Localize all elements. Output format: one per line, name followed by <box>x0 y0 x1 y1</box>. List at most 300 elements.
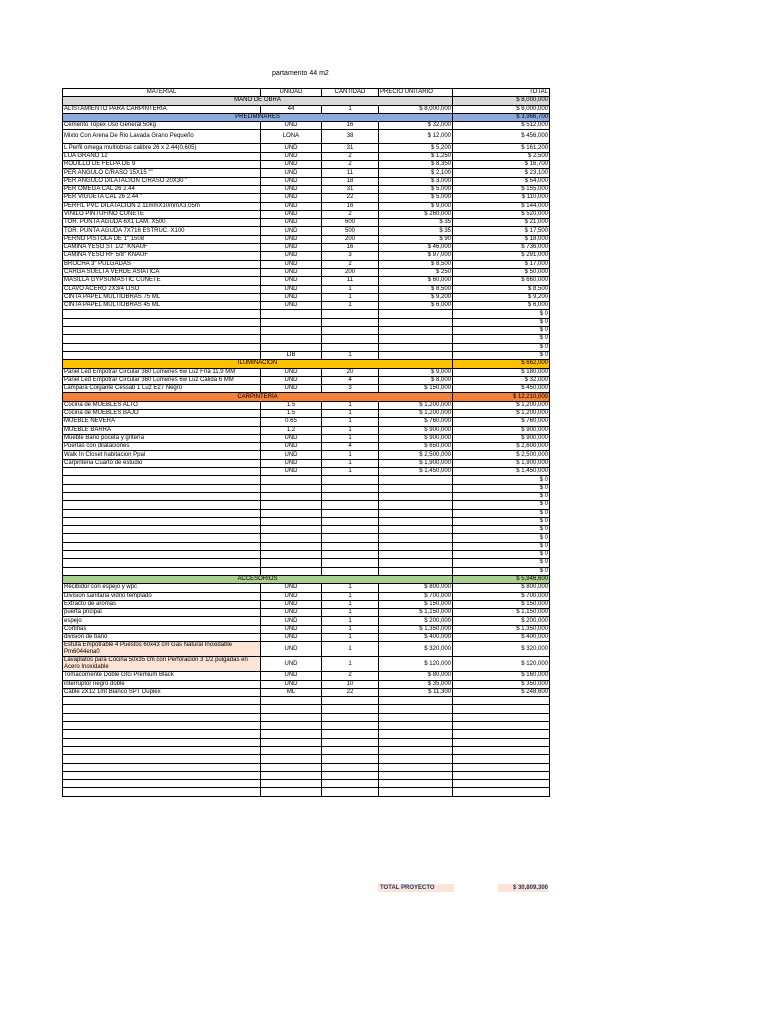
material-cell <box>63 327 261 335</box>
table-row <box>63 343 550 351</box>
table-row <box>63 584 550 592</box>
material-cell: Lavaplatos para Cocina 50x35 cm con Perforación 3 1/2 pulgadas en Acero Inoxidable <box>63 657 261 672</box>
unit-cell: UND <box>261 210 322 218</box>
total-cell: $ 456,000 <box>453 130 550 144</box>
table-row <box>63 755 550 763</box>
material-cell <box>63 763 261 771</box>
total-proyecto-label: TOTAL PROYECTO <box>378 884 454 892</box>
material-cell: Puertas con dilataciones <box>63 443 261 451</box>
total-cell: $ 16,700 <box>453 161 550 169</box>
table-row <box>63 697 550 705</box>
material-cell <box>63 697 261 705</box>
quantity-cell <box>322 310 379 318</box>
table-row <box>63 657 550 672</box>
quantity-cell: 20 <box>322 368 379 376</box>
material-cell: puerta pricipal <box>63 609 261 617</box>
quantity-cell: 1 <box>322 105 379 113</box>
quantity-cell <box>322 730 379 738</box>
unit-price-cell <box>379 763 453 771</box>
material-cell: Cable 2X12 1mt Blanco SPT Duplex <box>63 688 261 696</box>
quantity-cell: 16 <box>322 122 379 130</box>
unit-price-cell: $ 700,000 <box>379 592 453 600</box>
unit-price-cell: $ 9,000 <box>379 202 453 210</box>
unit-price-cell <box>379 746 453 754</box>
total-cell: $ 23,100 <box>453 169 550 177</box>
table-row <box>63 534 550 542</box>
table-row <box>63 771 550 779</box>
unit-price-cell: $ 8,350 <box>379 161 453 169</box>
material-cell: PER VIGUETA CAL 26 2.44 " <box>63 194 261 202</box>
unit-cell <box>261 476 322 484</box>
unit-price-cell: $ 5,000 <box>379 194 453 202</box>
unit-cell <box>261 697 322 705</box>
unit-cell <box>261 327 322 335</box>
total-cell: $ 400,000 <box>453 634 550 642</box>
material-cell: PER OMEGA CAL 26 2.44 <box>63 185 261 193</box>
material-cell: L Perfil omega multiobras calibre 26 x 2.44(0.605) <box>63 144 261 152</box>
section-total: $ 8,000,000 <box>453 97 550 105</box>
unit-price-cell: $ 1,200,000 <box>379 401 453 409</box>
total-cell <box>453 788 550 796</box>
total-cell: $ 144,000 <box>453 202 550 210</box>
quantity-cell: 1 <box>322 293 379 301</box>
material-cell: CLAVO ACERO 2X3/4 LISO <box>63 285 261 293</box>
total-cell: $ 17,500 <box>453 227 550 235</box>
total-proyecto-value: $ 30,809,300 <box>498 884 548 892</box>
quantity-cell <box>322 755 379 763</box>
quantity-cell: 2 <box>322 672 379 680</box>
total-cell: $ 161,200 <box>453 144 550 152</box>
material-cell: BROCHA 3" PULGADAS <box>63 260 261 268</box>
material-cell: Walk In Closet habitacion Ppal <box>63 451 261 459</box>
total-cell: $ 0 <box>453 343 550 351</box>
total-cell: $ 1,200,000 <box>453 409 550 417</box>
unit-cell: UND <box>261 122 322 130</box>
unit-price-cell: $ 260,000 <box>379 210 453 218</box>
quantity-cell: 1 <box>322 642 379 657</box>
table-row <box>63 600 550 608</box>
material-cell: Lámpara Colgante Cessab 1 Luz E27 Negro <box>63 385 261 393</box>
table-row <box>63 268 550 276</box>
material-cell <box>63 551 261 559</box>
unit-price-cell <box>379 492 453 500</box>
quantity-cell: 22 <box>322 688 379 696</box>
unit-price-cell: $ 35 <box>379 227 453 235</box>
unit-cell: UND <box>261 617 322 625</box>
material-cell <box>63 318 261 326</box>
unit-cell: UND <box>261 227 322 235</box>
table-row <box>63 177 550 185</box>
total-cell: $ 760,000 <box>453 418 550 426</box>
table-row <box>63 434 550 442</box>
material-cell: PERNO PISTOLA DE 1" 1508 <box>63 235 261 243</box>
total-cell: $ 0 <box>453 517 550 525</box>
material-cell <box>63 335 261 343</box>
table-row <box>63 426 550 434</box>
total-cell: $ 350,000 <box>453 680 550 688</box>
table-row <box>63 609 550 617</box>
unit-price-cell: $ 3,000 <box>379 177 453 185</box>
unit-price-cell: $ 1,150,000 <box>379 609 453 617</box>
quantity-cell <box>322 526 379 534</box>
quantity-cell: 1 <box>322 609 379 617</box>
unit-cell: ML <box>261 688 322 696</box>
table-row <box>63 509 550 517</box>
material-cell: Division sanitaria vidrio templado <box>63 592 261 600</box>
unit-cell <box>261 509 322 517</box>
unit-price-cell <box>379 501 453 509</box>
quantity-cell: 31 <box>322 185 379 193</box>
unit-cell: UND <box>261 152 322 160</box>
table-row <box>63 551 550 559</box>
material-cell <box>63 517 261 525</box>
unit-price-cell: $ 35,000 <box>379 680 453 688</box>
table-row <box>63 680 550 688</box>
table-row <box>63 202 550 210</box>
quantity-cell <box>322 705 379 713</box>
total-cell: $ 1,900,000 <box>453 459 550 467</box>
table-row <box>63 705 550 713</box>
quantity-cell: 1 <box>322 434 379 442</box>
quantity-cell: 600 <box>322 219 379 227</box>
unit-cell: UND <box>261 185 322 193</box>
quantity-cell: 1 <box>322 600 379 608</box>
total-cell: $ 0 <box>453 484 550 492</box>
quantity-cell: 2 <box>322 210 379 218</box>
quantity-cell <box>322 327 379 335</box>
unit-cell: 0.65 <box>261 418 322 426</box>
table-row <box>63 227 550 235</box>
unit-cell: UND <box>261 268 322 276</box>
material-cell <box>63 755 261 763</box>
total-cell: $ 32,000 <box>453 376 550 384</box>
unit-cell: 44 <box>261 105 322 113</box>
unit-price-cell <box>379 509 453 517</box>
total-cell: $ 2,500,000 <box>453 451 550 459</box>
table-row <box>63 105 550 113</box>
total-cell: $ 512,000 <box>453 122 550 130</box>
unit-price-cell: $ 400,000 <box>379 634 453 642</box>
table-row <box>63 672 550 680</box>
material-cell: espejo <box>63 617 261 625</box>
unit-cell: UND <box>261 600 322 608</box>
total-cell: $ 0 <box>453 542 550 550</box>
material-cell: Cocina de MUEBLES ALTO <box>63 401 261 409</box>
total-cell: $ 520,000 <box>453 210 550 218</box>
unit-price-cell <box>379 526 453 534</box>
quantity-cell <box>322 542 379 550</box>
total-cell: $ 0 <box>453 318 550 326</box>
table-row <box>63 730 550 738</box>
quantity-cell: 2 <box>322 152 379 160</box>
unit-price-cell: $ 60,000 <box>379 277 453 285</box>
unit-cell <box>261 771 322 779</box>
table-row <box>63 185 550 193</box>
unit-cell: UND <box>261 625 322 633</box>
material-cell: TOR. PUNTA AGUDA 7X716 ESTRUC. X100 <box>63 227 261 235</box>
total-cell: $ 0 <box>453 526 550 534</box>
material-cell: Cemento Topex Uso General 50kg <box>63 122 261 130</box>
quantity-cell: 4 <box>322 443 379 451</box>
sheet-title: partamento 44 m2 <box>272 70 329 77</box>
quantity-cell: 2 <box>322 260 379 268</box>
table-row <box>63 144 550 152</box>
material-cell: Cortinas <box>63 625 261 633</box>
section-row-mano-de-obra <box>63 97 550 105</box>
total-cell: $ 6,000 <box>453 302 550 310</box>
total-cell: $ 160,000 <box>453 672 550 680</box>
unit-cell: UND <box>261 634 322 642</box>
total-cell: $ 50,000 <box>453 268 550 276</box>
header-unidad: UNIDAD <box>261 89 322 97</box>
unit-cell: UND <box>261 277 322 285</box>
unit-price-cell <box>379 351 453 359</box>
quantity-cell: 200 <box>322 268 379 276</box>
material-cell <box>63 509 261 517</box>
quantity-cell: 16 <box>322 244 379 252</box>
total-cell: $ 660,000 <box>453 277 550 285</box>
table-row <box>63 722 550 730</box>
unit-price-cell: $ 90 <box>379 235 453 243</box>
table-row <box>63 788 550 796</box>
quantity-cell: 1 <box>322 584 379 592</box>
material-cell <box>63 746 261 754</box>
unit-cell <box>261 738 322 746</box>
total-cell: $ 900,000 <box>453 426 550 434</box>
material-cell: ALISTAMIENTO PARA CARPINTERÍA <box>63 105 261 113</box>
total-cell: $ 8,500 <box>453 285 550 293</box>
unit-cell <box>261 567 322 575</box>
quantity-cell <box>322 318 379 326</box>
table-row <box>63 713 550 721</box>
unit-cell <box>261 484 322 492</box>
material-cell <box>63 534 261 542</box>
total-cell: $ 736,000 <box>453 244 550 252</box>
quantity-cell <box>322 713 379 721</box>
unit-price-cell: $ 9,000 <box>379 368 453 376</box>
unit-price-cell <box>379 327 453 335</box>
unit-cell: UND <box>261 302 322 310</box>
table-row <box>63 451 550 459</box>
total-cell: $ 18,000 <box>453 235 550 243</box>
unit-price-cell: $ 8,000 <box>379 376 453 384</box>
table-row <box>63 385 550 393</box>
unit-price-cell <box>379 738 453 746</box>
unit-cell: UND <box>261 144 322 152</box>
unit-cell <box>261 335 322 343</box>
header-total: TOTAL <box>453 89 550 97</box>
unit-cell <box>261 318 322 326</box>
table-row <box>63 542 550 550</box>
budget-table <box>62 88 550 797</box>
unit-price-cell <box>379 517 453 525</box>
unit-price-cell: $ 97,000 <box>379 252 453 260</box>
quantity-cell <box>322 559 379 567</box>
quantity-cell: 1 <box>322 302 379 310</box>
table-row <box>63 642 550 657</box>
unit-cell <box>261 755 322 763</box>
unit-price-cell: $ 150,000 <box>379 385 453 393</box>
quantity-cell: 1 <box>322 409 379 417</box>
unit-cell: UND <box>261 177 322 185</box>
table-row <box>63 351 550 359</box>
material-cell <box>63 343 261 351</box>
quantity-cell: 1 <box>322 634 379 642</box>
unit-cell: UND <box>261 584 322 592</box>
total-cell: $ 120,000 <box>453 657 550 672</box>
unit-cell: LONA <box>261 130 322 144</box>
section-label: MANO DE OBRA <box>63 97 453 105</box>
unit-price-cell: $ 760,000 <box>379 418 453 426</box>
total-cell: $ 0 <box>453 509 550 517</box>
material-cell: interruptor negro doble <box>63 680 261 688</box>
unit-price-cell: $ 32,000 <box>379 122 453 130</box>
total-cell: $ 0 <box>453 501 550 509</box>
quantity-cell: 1 <box>322 468 379 476</box>
material-cell: Recibidor con espejo y wpc <box>63 584 261 592</box>
material-cell <box>63 559 261 567</box>
quantity-cell <box>322 492 379 500</box>
unit-cell: 1.2 <box>261 426 322 434</box>
total-cell: $ 0 <box>453 551 550 559</box>
table-row <box>63 443 550 451</box>
section-row-preliminares <box>63 113 550 121</box>
total-cell: $ 110,000 <box>453 194 550 202</box>
table-row <box>63 526 550 534</box>
total-cell: $ 0 <box>453 559 550 567</box>
header-precio: PRECIO UNITARIO <box>379 89 453 97</box>
quantity-cell: 16 <box>322 202 379 210</box>
unit-price-cell <box>379 542 453 550</box>
table-row <box>63 780 550 788</box>
unit-cell <box>261 542 322 550</box>
total-cell <box>453 763 550 771</box>
material-cell: Panel Led Empotrar Circular 360 Lúmenes 6w Luz Cálida 6 MM <box>63 376 261 384</box>
unit-cell: UND <box>261 434 322 442</box>
table-row <box>63 738 550 746</box>
material-cell: PER ANGULO DILATACION C/RASO 20X30 " <box>63 177 261 185</box>
unit-price-cell <box>379 567 453 575</box>
table-row <box>63 484 550 492</box>
table-row <box>63 625 550 633</box>
unit-cell <box>261 746 322 754</box>
total-cell: $ 0 <box>453 567 550 575</box>
unit-cell: UND <box>261 451 322 459</box>
quantity-cell: 3 <box>322 252 379 260</box>
total-cell <box>453 738 550 746</box>
quantity-cell <box>322 509 379 517</box>
quantity-cell <box>322 788 379 796</box>
unit-price-cell: $ 900,000 <box>379 434 453 442</box>
unit-cell: UND <box>261 642 322 657</box>
unit-price-cell <box>379 551 453 559</box>
total-cell <box>453 697 550 705</box>
material-cell <box>63 492 261 500</box>
unit-price-cell: $ 11,300 <box>379 688 453 696</box>
table-row <box>63 418 550 426</box>
quantity-cell: 2 <box>322 161 379 169</box>
table-row <box>63 293 550 301</box>
unit-price-cell <box>379 705 453 713</box>
section-label: PRELIMINARES <box>63 113 453 121</box>
unit-price-cell: $ 9,200 <box>379 293 453 301</box>
unit-price-cell: $ 250 <box>379 268 453 276</box>
section-label: ACCESORIOS <box>63 575 453 583</box>
unit-cell: UND <box>261 244 322 252</box>
unit-price-cell: $ 2,100 <box>379 169 453 177</box>
total-cell: $ 9,200 <box>453 293 550 301</box>
quantity-cell <box>322 551 379 559</box>
quantity-cell <box>322 722 379 730</box>
unit-price-cell <box>379 780 453 788</box>
unit-cell <box>261 788 322 796</box>
total-cell <box>453 746 550 754</box>
quantity-cell: 1 <box>322 617 379 625</box>
unit-price-cell: $ 900,000 <box>379 426 453 434</box>
material-cell: Extracto de aromas <box>63 600 261 608</box>
total-cell: $ 320,000 <box>453 642 550 657</box>
total-cell: $ 155,000 <box>453 185 550 193</box>
section-row-iluminacion <box>63 360 550 368</box>
table-row <box>63 763 550 771</box>
quantity-cell: 3 <box>322 385 379 393</box>
table-row <box>63 302 550 310</box>
unit-cell: UND <box>261 219 322 227</box>
material-cell <box>63 351 261 359</box>
table-row <box>63 409 550 417</box>
total-cell: $ 8,000,000 <box>453 105 550 113</box>
unit-price-cell: $ 8,500 <box>379 285 453 293</box>
unit-cell: UND <box>261 169 322 177</box>
material-cell <box>63 722 261 730</box>
unit-cell: UND <box>261 194 322 202</box>
total-cell: $ 0 <box>453 492 550 500</box>
unit-price-cell <box>379 310 453 318</box>
table-row <box>63 401 550 409</box>
total-cell: $ 450,000 <box>453 385 550 393</box>
material-cell <box>63 310 261 318</box>
unit-price-cell: $ 120,000 <box>379 657 453 672</box>
table-row <box>63 634 550 642</box>
unit-cell: UND <box>261 252 322 260</box>
section-total: $ 5,946,600 <box>453 575 550 583</box>
table-row <box>63 161 550 169</box>
unit-cell <box>261 501 322 509</box>
table-row <box>63 468 550 476</box>
unit-price-cell <box>379 788 453 796</box>
table-row <box>63 517 550 525</box>
total-cell: $ 200,000 <box>453 617 550 625</box>
total-cell <box>453 705 550 713</box>
total-cell: $ 180,000 <box>453 368 550 376</box>
quantity-cell: 1 <box>322 657 379 672</box>
unit-price-cell <box>379 713 453 721</box>
quantity-cell: 1 <box>322 285 379 293</box>
unit-price-cell: $ 800,000 <box>379 584 453 592</box>
total-cell: $ 248,600 <box>453 688 550 696</box>
quantity-cell: 1 <box>322 401 379 409</box>
unit-price-cell <box>379 476 453 484</box>
unit-cell <box>261 705 322 713</box>
quantity-cell: 38 <box>322 130 379 144</box>
material-cell <box>63 501 261 509</box>
section-row-carpinteria <box>63 393 550 401</box>
material-cell <box>63 730 261 738</box>
material-cell: MUEBLE NEVERA <box>63 418 261 426</box>
header-row <box>63 89 550 97</box>
unit-cell: UND <box>261 592 322 600</box>
unit-cell <box>261 551 322 559</box>
